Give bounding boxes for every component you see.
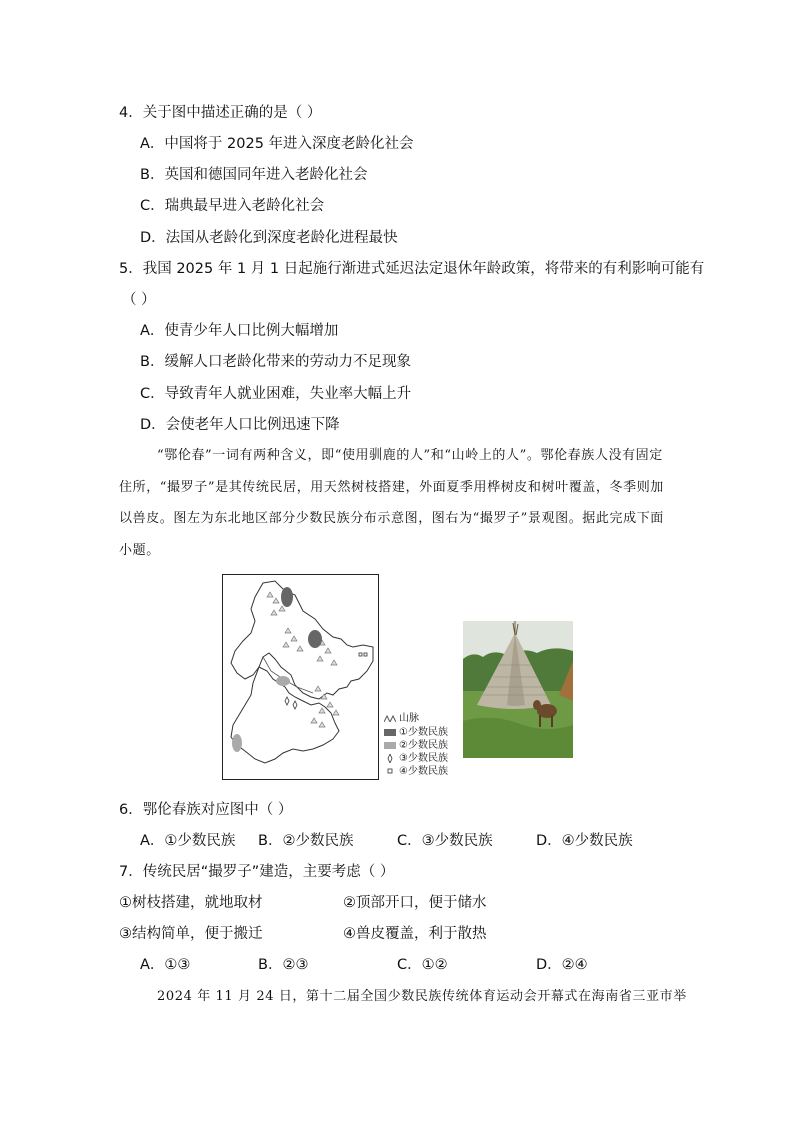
- light-swatch-icon: [384, 742, 396, 749]
- q4-stem: 4．关于图中描述正确的是（ ）: [119, 105, 322, 121]
- square-icon: [384, 767, 396, 775]
- q4-option-a: A．中国将于 2025 年进入深度老龄化社会: [140, 136, 414, 152]
- legend-ethnic-4-label: ④少数民族: [399, 766, 448, 777]
- legend-ethnic-3-label: ③少数民族: [399, 753, 448, 764]
- q7-option-c: C．①②: [397, 957, 448, 973]
- q7-option-a: A．①③: [140, 957, 191, 973]
- q7-statement-4: ④兽皮覆盖，利于散热: [343, 926, 487, 942]
- legend-ethnic-2: [384, 739, 448, 752]
- q6-option-c: C．③少数民族: [397, 833, 493, 849]
- q6-stem: 6．鄂伦春族对应图中（ ）: [119, 802, 293, 818]
- q6-option-b: B．②少数民族: [258, 833, 354, 849]
- dark-swatch-icon: [384, 729, 396, 736]
- ethnic-group-2-area: [276, 676, 290, 686]
- ethnic-distribution-map: [222, 574, 379, 780]
- q5-option-c: C．导致青年人就业困难，失业率大幅上升: [140, 386, 412, 402]
- diamond-icon: [384, 754, 396, 763]
- q7-statement-3: ③结构简单，便于搬迁: [119, 926, 263, 942]
- q7-option-b: B．②③: [258, 957, 309, 973]
- q5-option-b: B．缓解人口老龄化带来的劳动力不足现象: [140, 354, 411, 370]
- legend-ethnic-3: [384, 752, 448, 765]
- passage-line-2: 住所，“撮罗子”是其传统民居，用天然树枝搭建，外面夏季用桦树皮和树叶覆盖，冬季则加: [119, 480, 664, 495]
- q5-option-d: D．会使老年人口比例迅速下降: [140, 417, 340, 433]
- passage-line-1: “鄂伦春”一词有两种含义，即“使用驯鹿的人”和“山岭上的人”。鄂伦春族人没有固定: [157, 448, 663, 463]
- q7-statement-1: ①树枝搭建，就地取材: [119, 895, 263, 911]
- q7-statement-2: ②顶部开口，便于储水: [343, 895, 487, 911]
- passage-line-3: 以兽皮。图左为东北地区部分少数民族分布示意图，图右为“撮罗子”景观图。据此完成下面: [119, 511, 664, 526]
- q4-option-d: D．法国从老龄化到深度老龄化进程最快: [140, 230, 398, 246]
- legend-ethnic-2-label: ②少数民族: [399, 740, 448, 751]
- legend-ethnic-1: [384, 726, 448, 739]
- q5-stem-cont: （ ）: [122, 292, 156, 308]
- cuoluozi-photo: [463, 621, 573, 758]
- next-passage-line: 2024 年 11 月 24 日，第十二届全国少数民族传统体育运动会开幕式在海南省三亚市举: [157, 989, 687, 1004]
- passage-line-4: 小题。: [119, 543, 160, 558]
- legend-ethnic-4: [384, 765, 448, 778]
- ethnic-group-1-area: [281, 587, 293, 607]
- q6-option-a: A．①少数民族: [140, 833, 236, 849]
- q5-stem: 5．我国 2025 年 1 月 1 日起施行渐进式延迟法定退休年龄政策，将带来的有利影响可能有: [119, 261, 705, 277]
- q7-option-d: D．②④: [536, 957, 588, 973]
- mountain-icon: [384, 714, 396, 722]
- q7-stem: 7．传统民居“撮罗子”建造，主要考虑（ ）: [119, 864, 395, 880]
- legend-mountain: [384, 712, 419, 725]
- q6-option-d: D．④少数民族: [536, 833, 633, 849]
- q5-option-a: A．使青少年人口比例大幅增加: [140, 323, 339, 339]
- q4-option-b: B．英国和德国同年进入老龄化社会: [140, 167, 368, 183]
- legend-ethnic-1-label: ①少数民族: [399, 727, 448, 738]
- legend-mountain-label: 山脉: [399, 713, 419, 724]
- q4-option-c: C．瑞典最早进入老龄化社会: [140, 198, 325, 214]
